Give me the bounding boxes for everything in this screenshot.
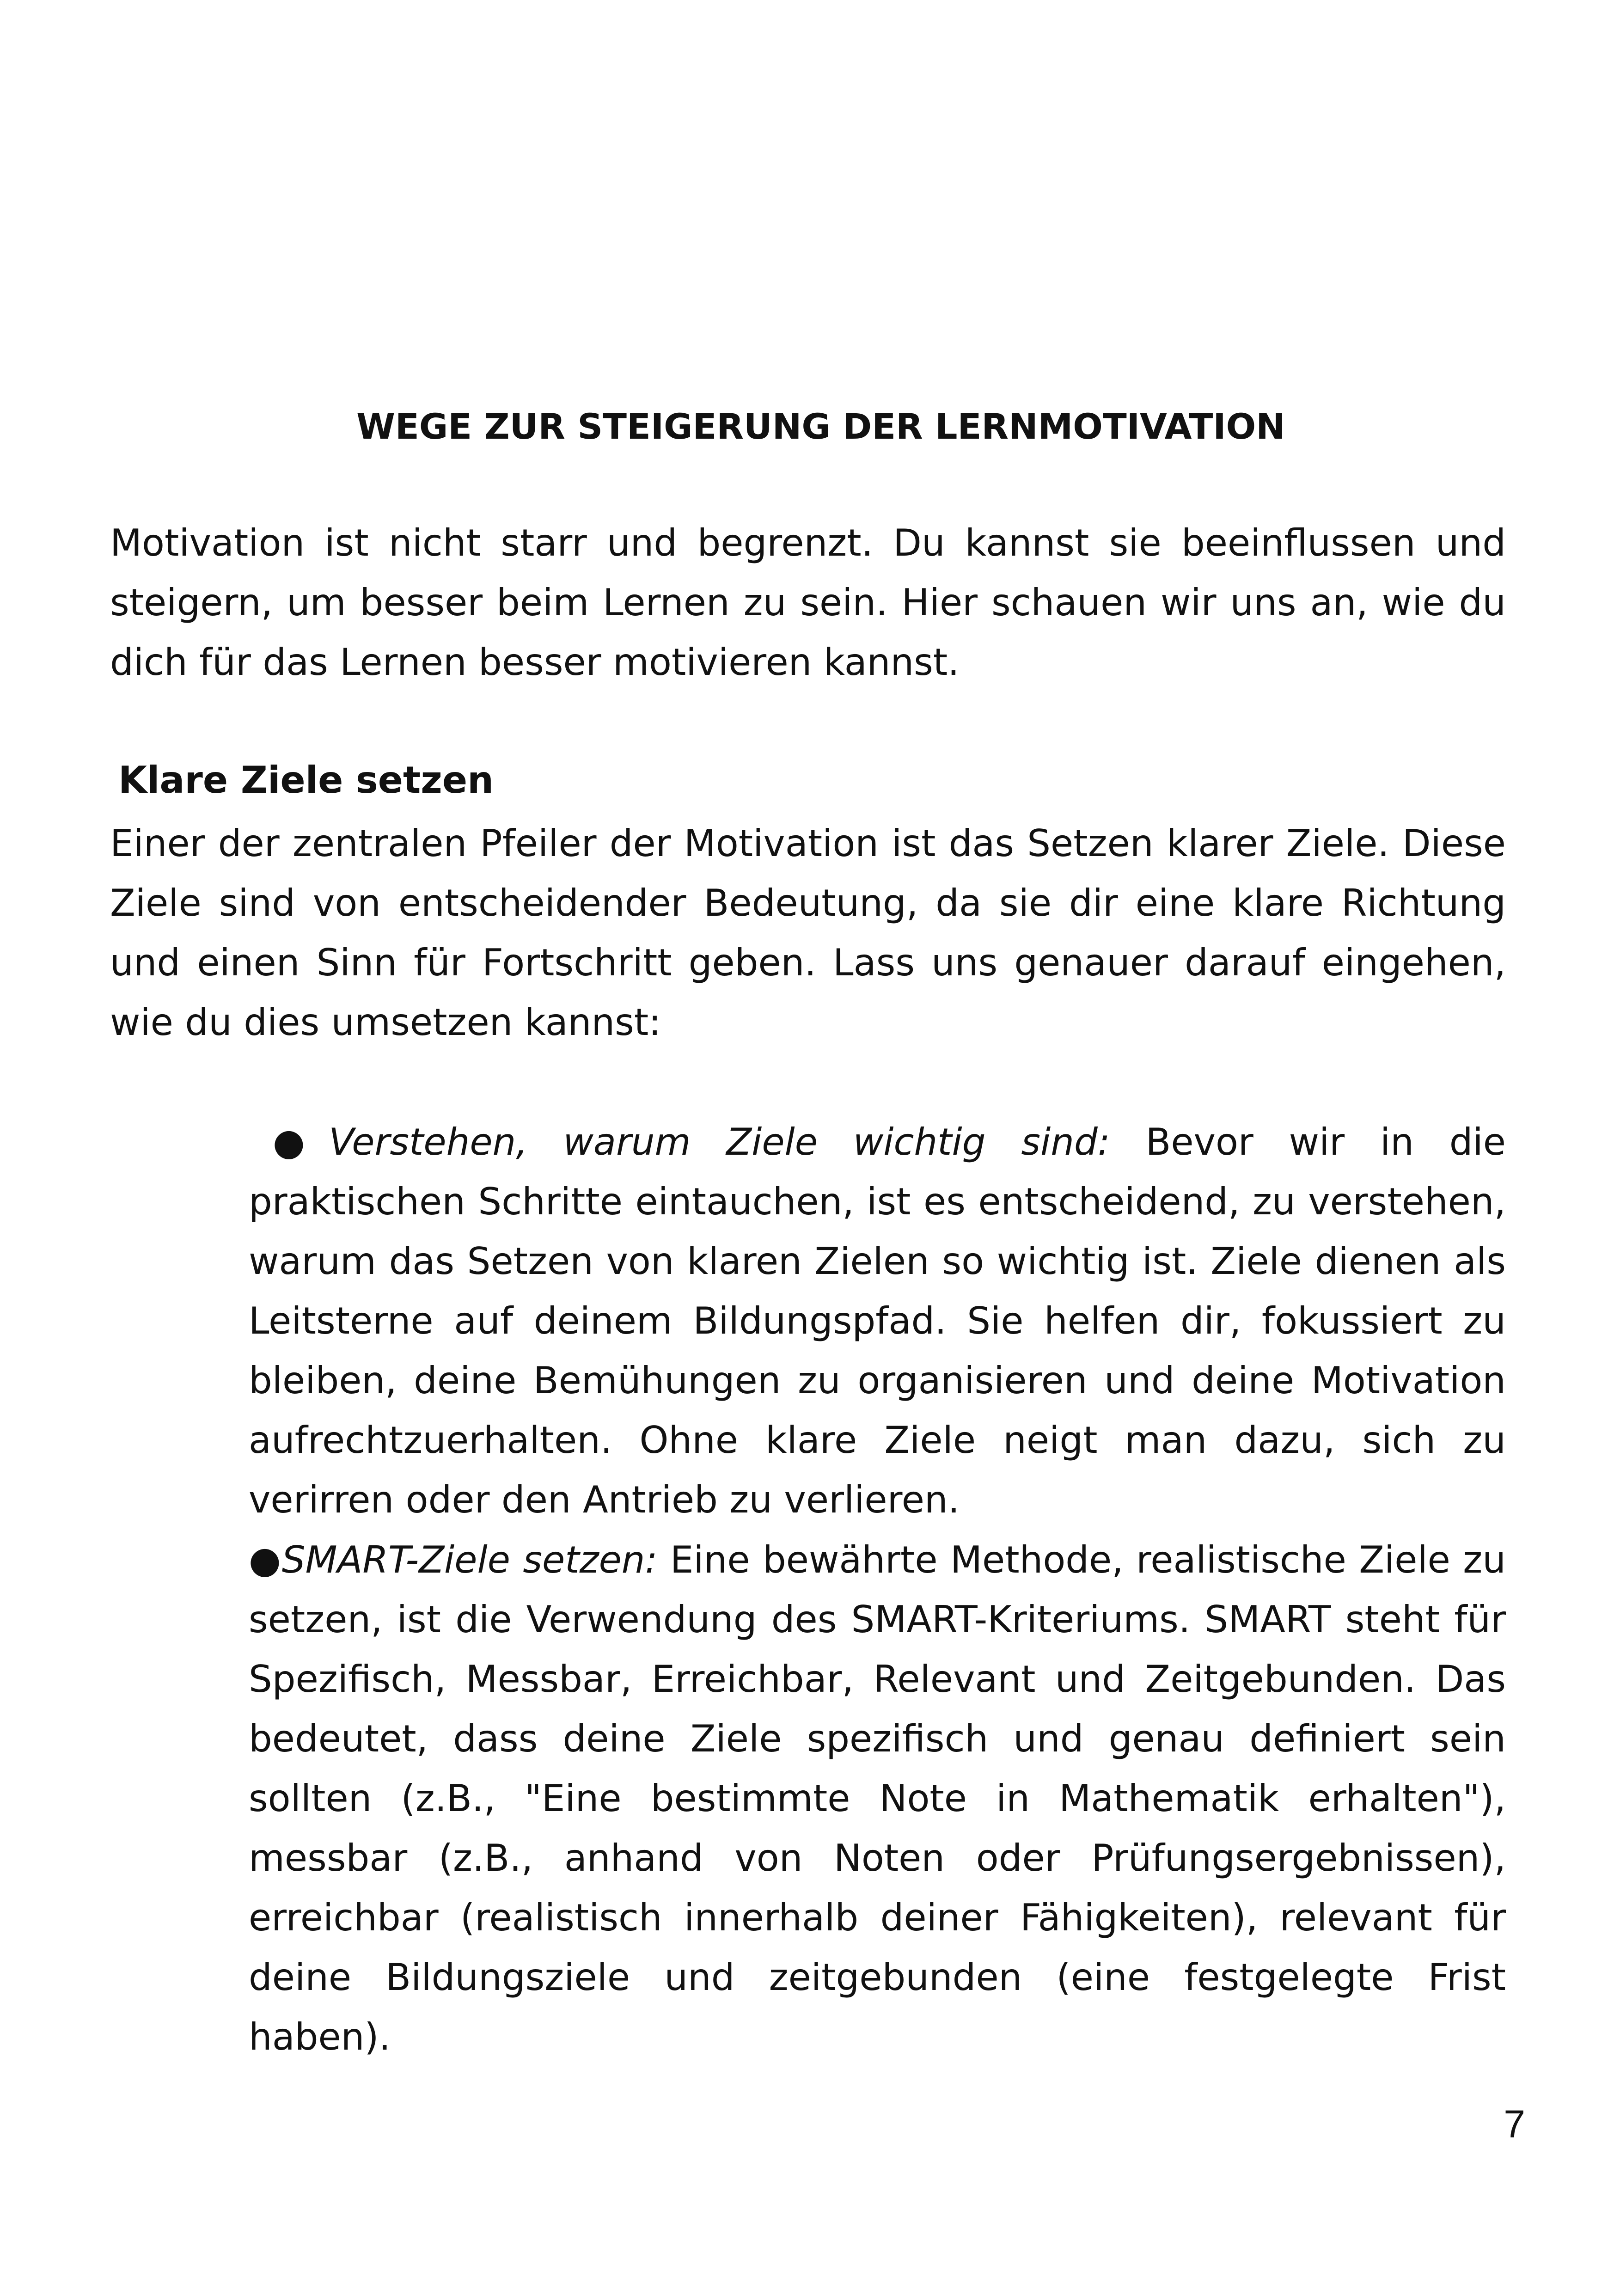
bullet-label: Verstehen, warum Ziele wichtig sind:	[329, 1120, 1110, 1163]
bullet-item-smart-goals	[249, 1530, 1506, 2067]
section-heading: Klare Ziele setzen	[118, 759, 494, 802]
bullet-label: SMART-Ziele setzen:	[281, 1538, 658, 1581]
page-number: 7	[1504, 2102, 1525, 2146]
bullet-text: Eine bewährte Methode, realistische Ziele zu setzen, ist die Verwendung des SMART-Kriteriums. SMART steht für Spezifisch, Messbar, Erreichbar, Relevant und Zeitgebunden. Das bedeutet, dass deine Ziele spezifisch und genau definiert sein sollten (z.B., "Eine bestimmte Note in Mathematik erhalten"), messbar (z.B., anhand von Noten oder Prüfungsergebnissen), erreichbar (realistisch innerhalb deiner Fähigkeiten), relevant für deine Bildungsziele und zeitgebunden (eine festgelegte Frist haben).	[249, 1538, 1506, 2058]
bullet-marker: ●	[273, 1120, 329, 1163]
page-title: WEGE ZUR STEIGERUNG DER LERNMOTIVATION	[356, 406, 1285, 447]
section-paragraph: Einer der zentralen Pfeiler der Motivation ist das Setzen klarer Ziele. Diese Ziele sind von entscheidender Bedeutung, da sie dir eine klare Richtung und einen Sinn für Fortschritt geben. Lass uns genauer darauf eingehen, wie du dies umsetzen kannst:	[110, 822, 1506, 1044]
bullet-marker: ●	[249, 1538, 282, 1581]
intro-paragraph: Motivation ist nicht starr und begrenzt. Du kannst sie beeinflussen und steigern, um besser beim Lernen zu sein. Hier schauen wir uns an, wie du dich für das Lernen besser motivieren kannst.	[110, 521, 1506, 684]
bullet-text: Bevor wir in die praktischen Schritte eintauchen, ist es entscheidend, zu verstehen, warum das Setzen von klaren Zielen so wichtig ist. Ziele dienen als Leitsterne auf deinem Bildungspfad. Sie helfen dir, fokussiert zu bleiben, deine Bemühungen zu organisieren und deine Motivation aufrechtzuerhalten. Ohne klare Ziele neigt man dazu, sich zu verirren oder den Antrieb zu verlieren.	[249, 1120, 1506, 1521]
bullet-item-why-goals	[249, 1112, 1506, 1530]
